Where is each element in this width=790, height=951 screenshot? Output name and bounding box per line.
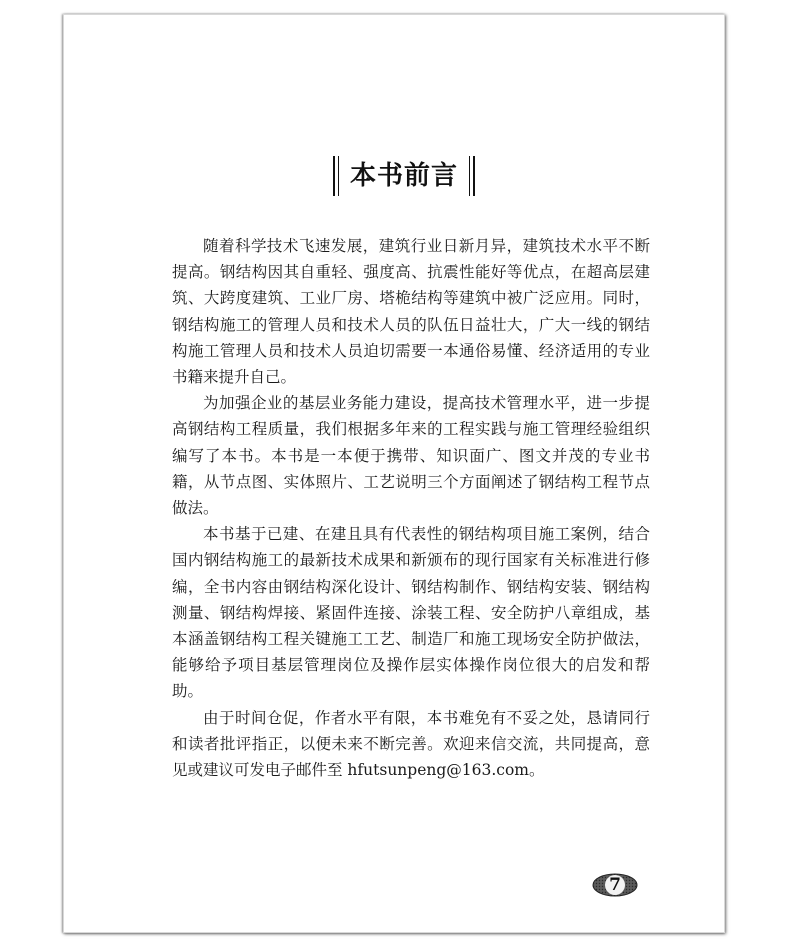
paragraph-4: 由于时间仓促，作者水平有限，本书难免有不妥之处，恳请同行和读者批评指正，以便未来不断完善。欢迎来信交流，共同提高，意见或建议可发电子邮件至 hfutsunpeng@163.com。 — [172, 708, 650, 780]
page-title: 本书前言 — [349, 161, 458, 191]
page-number: 7 — [609, 875, 621, 895]
title-rule-right-outer — [473, 156, 475, 196]
paragraph-2: 为加强企业的基层业务能力建设，提高技术管理水平，进一步提高钢结构工程质量，我们根据多年来的工程实践与施工管理经验组织编写了本书。本书是一本便于携带、知识面广、图文并茂的专业书籍，从节点图、实体照片、工艺说明三个方面阐述了钢结构工程节点做法。 — [172, 394, 650, 518]
title-rule-right-inner — [469, 156, 470, 196]
page-number-badge — [592, 873, 638, 897]
preface-body — [172, 233, 650, 783]
paragraph-3: 本书基于已建、在建且具有代表性的钢结构项目施工案例，结合国内钢结构施工的最新技术成果和新颁布的现行国家有关标准进行修编，全书内容由钢结构深化设计、钢结构制作、钢结构安装、钢结构测量、钢结构焊接、紧固件连接、涂装工程、安全防护八章组成，基本涵盖钢结构工程关键施工工艺、制造厂和施工现场安全防护做法，能够给予项目基层管理岗位及操作层实体操作岗位很大的启发和帮助。 — [172, 525, 650, 701]
title-rule-left-inner — [338, 156, 339, 196]
title-rule-left-outer — [333, 156, 335, 196]
title-frame — [333, 152, 475, 198]
paragraph-1: 随着科学技术飞速发展，建筑行业日新月异，建筑技术水平不断提高。钢结构因其自重轻、强度高、抗震性能好等优点，在超高层建筑、大跨度建筑、工业厂房、塔桅结构等建筑中被广泛应用。同时，钢结构施工的管理人员和技术人员的队伍日益壮大，广大一线的钢结构施工管理人员和技术人员迫切需要一本通俗易懂、经济适用的专业书籍来提升自己。 — [172, 237, 650, 387]
